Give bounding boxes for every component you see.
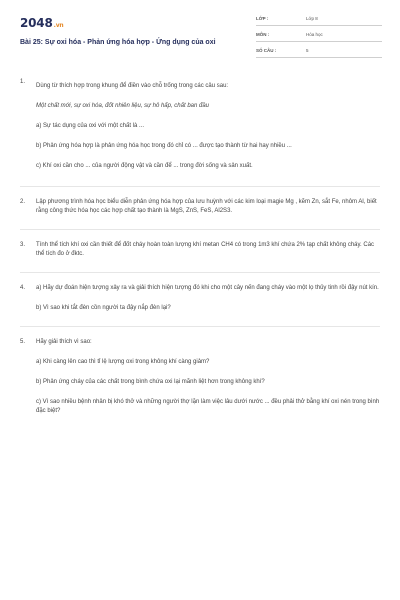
meta-table [256,12,382,60]
meta-label: MÔN : [256,32,270,37]
site-logo[interactable] [20,16,63,30]
question-text: Hãy giải thích vì sao: [36,339,92,345]
worksheet-header [20,12,382,64]
question-part: a) Sự tác dụng của oxi với một chất là ... [36,123,144,129]
meta-row-count [256,44,382,58]
logo-main: 2048 [20,16,53,30]
lesson-title: Bài 25: Sự oxi hóa - Phản ứng hóa hợp - Ứng dụng của oxi [20,39,216,46]
meta-row-subject [256,28,382,42]
question-1 [20,78,380,171]
question-part: a) Hãy dự đoán hiện tượng xảy ra và giải thích hiện tượng đó khi cho một cây nến đang cháy vào một lọ thủy tinh rồi đậy nút kín. [36,285,379,291]
meta-value: 5 [306,48,309,53]
question-part: c) Khí oxi cần cho ... của người động vật và cần để ... trong đời sống và sản xuất. [36,163,253,169]
meta-value: Hóa học [306,32,323,37]
question-text: Dùng từ thích hợp trong khung để điền vào chỗ trống trong các câu sau: [36,83,229,89]
meta-value: Lớp 8 [306,16,318,21]
question-part: b) Vì sao khi tắt đèn cồn người ta đậy nắp đèn lại? [36,305,171,311]
question-5 [20,326,380,416]
question-4 [20,272,380,313]
question-part: b) Phản ứng cháy của các chất trong bình chứa oxi lại mãnh liệt hơn trong không khí? [36,379,265,385]
meta-label: SỐ CÂU : [256,48,277,53]
question-part: c) Vì sao nhiều bệnh nhân bị khó thở và những người thợ lặn làm việc lâu dưới nước ... đều phải thở bằng khí oxi nén trong bình đặc biệt? [36,399,380,414]
question-number: 4. [20,285,26,291]
meta-row-class [256,12,382,26]
question-text: Tính thể tích khí oxi cần thiết để đốt cháy hoàn toàn lượng khí metan CH4 có trong 1m3 khí chứa 2% tạp chất không cháy. Các thể tích đo ở đktc. [36,242,375,257]
logo-suffix: .vn [53,22,64,29]
question-text: Lập phương trình hóa học biểu diễn phản ứng hóa hợp của lưu huỳnh với các kim loại magie Mg , kẽm Zn, sắt Fe, nhôm Al, biết rằng công thức hóa học các hợp chất tạo thành là MgS, ZnS, FeS, Al2S3. [36,199,377,214]
question-2 [20,186,380,216]
question-part: b) Phản ứng hóa hợp là phản ứng hóa học trong đó chỉ có ... được tạo thành từ hai hay nhiều ... [36,143,292,149]
question-number: 5. [20,339,26,345]
question-number: 3. [20,242,26,248]
word-bank: Một chất mới, sự oxi hóa, đốt nhiên liệu, sự hô hấp, chất ban đầu [36,103,210,109]
question-list [20,78,380,416]
meta-label: LỚP : [256,16,269,21]
question-number: 2. [20,199,26,205]
question-number: 1. [20,79,26,85]
question-3 [20,229,380,259]
question-part: a) Khi càng lên cao thì tỉ lệ lượng oxi trong không khí càng giảm? [36,359,210,365]
